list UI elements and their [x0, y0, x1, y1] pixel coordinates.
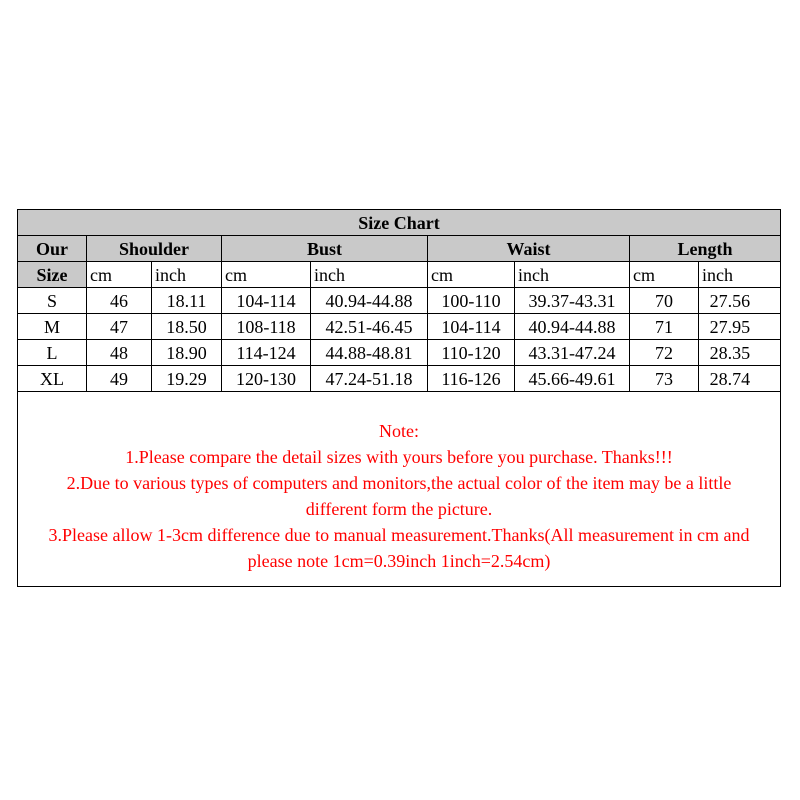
note-line: 2.Due to various types of computers and monitors,the actual color of the item may be a little: [66, 473, 732, 493]
unit-length-cm: cm: [630, 262, 699, 288]
size-label: M: [18, 314, 87, 340]
bust-inch-cell: 40.94-44.88: [311, 288, 428, 314]
waist-inch-cell: 39.37-43.31: [515, 288, 630, 314]
length-inch-cell: 28.35: [699, 340, 781, 366]
unit-shoulder-inch: inch: [152, 262, 222, 288]
unit-waist-inch: inch: [515, 262, 630, 288]
table-row: [18, 340, 781, 366]
header-length: Length: [630, 236, 781, 262]
bust-cm-cell: 108-118: [222, 314, 311, 340]
unit-header-row: [18, 262, 781, 288]
shoulder-cm-cell: 48: [87, 340, 152, 366]
unit-waist-cm: cm: [428, 262, 515, 288]
length-cm-cell: 71: [630, 314, 699, 340]
note-line: different form the picture.: [305, 499, 493, 519]
table-row: [18, 288, 781, 314]
title-row: [18, 210, 781, 236]
shoulder-cm-cell: 49: [87, 366, 152, 392]
size-chart-panel: [17, 209, 781, 587]
shoulder-cm-cell: 46: [87, 288, 152, 314]
waist-cm-cell: 116-126: [428, 366, 515, 392]
shoulder-cm-cell: 47: [87, 314, 152, 340]
header-size: Size: [18, 262, 87, 288]
waist-cm-cell: 110-120: [428, 340, 515, 366]
length-inch-cell: 28.74: [699, 366, 781, 392]
unit-shoulder-cm: cm: [87, 262, 152, 288]
header-our: Our: [18, 236, 87, 262]
bust-cm-cell: 114-124: [222, 340, 311, 366]
size-label: XL: [18, 366, 87, 392]
table-row: [18, 314, 781, 340]
length-inch-cell: 27.56: [699, 288, 781, 314]
shoulder-inch-cell: 18.50: [152, 314, 222, 340]
unit-length-inch: inch: [699, 262, 781, 288]
length-cm-cell: 70: [630, 288, 699, 314]
length-cm-cell: 72: [630, 340, 699, 366]
size-chart-table: [17, 209, 781, 392]
note-line: please note 1cm=0.39inch 1inch=2.54cm): [247, 551, 551, 571]
bust-inch-cell: 44.88-48.81: [311, 340, 428, 366]
header-waist: Waist: [428, 236, 630, 262]
note-heading: Note:: [379, 421, 419, 441]
table-row: [18, 366, 781, 392]
table-title: Size Chart: [18, 210, 781, 236]
shoulder-inch-cell: 19.29: [152, 366, 222, 392]
waist-cm-cell: 104-114: [428, 314, 515, 340]
length-cm-cell: 73: [630, 366, 699, 392]
header-shoulder: Shoulder: [87, 236, 222, 262]
size-label: S: [18, 288, 87, 314]
group-header-row: [18, 236, 781, 262]
length-inch-cell: 27.95: [699, 314, 781, 340]
waist-cm-cell: 100-110: [428, 288, 515, 314]
note-line: 3.Please allow 1-3cm difference due to manual measurement.Thanks(All measurement in cm and: [48, 525, 750, 545]
waist-inch-cell: 45.66-49.61: [515, 366, 630, 392]
unit-bust-inch: inch: [311, 262, 428, 288]
bust-inch-cell: 47.24-51.18: [311, 366, 428, 392]
waist-inch-cell: 43.31-47.24: [515, 340, 630, 366]
waist-inch-cell: 40.94-44.88: [515, 314, 630, 340]
size-label: L: [18, 340, 87, 366]
shoulder-inch-cell: 18.90: [152, 340, 222, 366]
note-line: 1.Please compare the detail sizes with yours before you purchase. Thanks!!!: [125, 447, 673, 467]
bust-cm-cell: 104-114: [222, 288, 311, 314]
unit-bust-cm: cm: [222, 262, 311, 288]
bust-cm-cell: 120-130: [222, 366, 311, 392]
header-bust: Bust: [222, 236, 428, 262]
bust-inch-cell: 42.51-46.45: [311, 314, 428, 340]
notes-block: [18, 418, 780, 574]
shoulder-inch-cell: 18.11: [152, 288, 222, 314]
